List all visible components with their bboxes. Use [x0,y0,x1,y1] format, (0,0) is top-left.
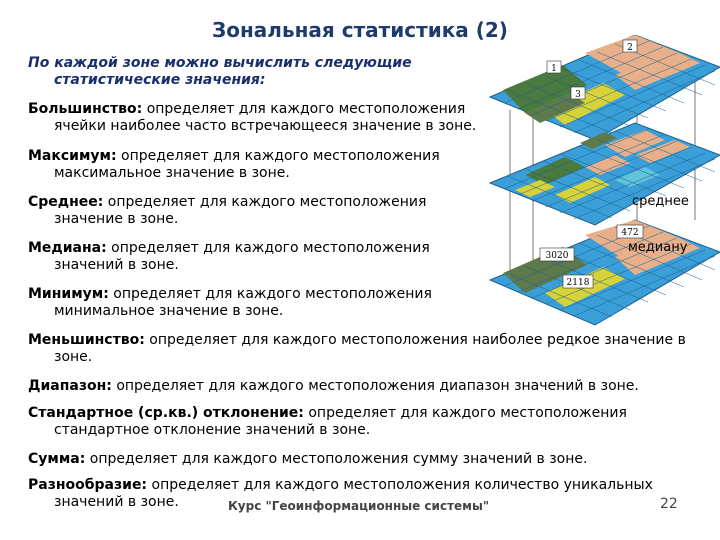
desc-maximum-2: максимальное значение в зоне. [54,165,290,181]
term-median: Медиана: [28,240,107,256]
item-maximum [28,148,440,182]
intro-line-1: По каждой зоне можно вычислить следующие [28,55,412,71]
desc-mean-1: определяет для каждого местоположения [103,194,427,210]
item-median [28,240,430,274]
desc-minority-1: определяет для каждого местоположения наиболее редкое значение в [144,332,686,348]
desc-std-2: стандартное отклонение значений в зоне. [54,422,371,438]
slide-title: Зональная статистика (2) [212,18,508,42]
value-2118-label: 2118 [566,278,590,288]
desc-minority-2: зоне. [54,349,93,365]
desc-majority-1: определяет для каждого местоположения [142,101,466,117]
term-mean: Среднее: [28,194,104,210]
page-number: 22 [660,496,678,512]
desc-sum-1: определяет для каждого местоположения сумму значений в зоне. [85,451,588,467]
item-mean [28,194,426,228]
item-std [28,405,627,439]
item-majority [28,101,476,135]
value-grid-middle [490,123,720,225]
side-label-srednee: среднее [632,194,689,209]
term-std: Стандартное (ср.кв.) отклонение: [28,405,304,421]
desc-minimum-2: минимальное значение в зоне. [54,303,284,319]
term-maximum: Максимум: [28,148,117,164]
footer-course: Курс "Геоинформационные системы" [228,499,490,513]
desc-majority-2: ячейки наиболее часто встречающееся значение в зоне. [54,118,477,134]
term-sum: Сумма: [28,451,86,467]
term-majority: Большинство: [28,101,143,117]
desc-variety-1: определяет для каждого местоположения количество уникальных [147,477,653,493]
desc-mean-2: значение в зоне. [54,211,179,227]
term-variety: Разнообразие: [28,477,148,493]
term-range: Диапазон: [28,378,112,394]
desc-minimum-1: определяет для каждого местоположения [108,286,432,302]
desc-median-1: определяет для каждого местоположения [106,240,430,256]
desc-std-1: определяет для каждого местоположения [303,405,627,421]
item-sum [28,451,587,468]
item-minimum [28,286,432,320]
zone-1-label: 1 [551,64,557,74]
zone-3-label: 3 [575,90,581,100]
value-472-label: 472 [621,228,639,238]
desc-maximum-1: определяет для каждого местоположения [116,148,440,164]
term-minimum: Минимум: [28,286,109,302]
intro-text [28,55,428,89]
desc-median-2: значений в зоне. [54,257,179,273]
zone-2-label: 2 [627,43,633,53]
intro-line-2: статистические значения: [54,72,266,88]
desc-range-1: определяет для каждого местоположения диапазон значений в зоне. [111,378,639,394]
desc-variety-2: значений в зоне. [54,494,179,510]
item-range [28,378,639,395]
zone-grid-top [490,35,720,140]
value-3020-label: 3020 [545,251,569,261]
zonal-grids-illustration [485,35,720,345]
side-label-medianu: медиану [628,240,688,255]
result-grid-bottom [490,220,720,325]
term-minority: Меньшинство: [28,332,145,348]
